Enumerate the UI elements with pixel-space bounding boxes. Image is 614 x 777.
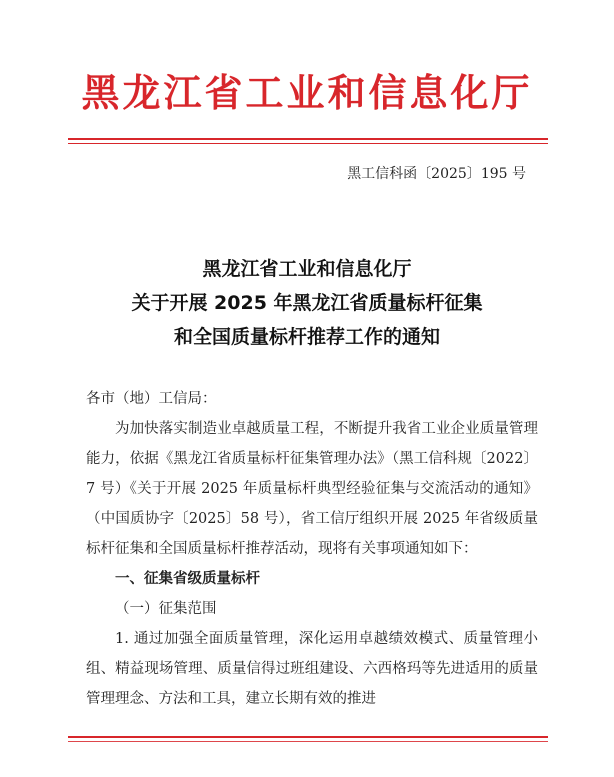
document-body bbox=[86, 384, 538, 714]
title-line-1: 黑龙江省工业和信息化厅 bbox=[202, 258, 412, 280]
letterhead-rule-bottom bbox=[68, 143, 548, 144]
body-paragraph: 1. 通过加强全面质量管理，深化运用卓越绩效模式、质量管理小组、精益现场管理、质量信得过班组建设、六西格玛等先进适用的质量管理理念、方法和工具，建立长期有效的推进 bbox=[86, 631, 538, 707]
subsection-heading: （一）征集范围 bbox=[115, 601, 217, 617]
intro-paragraph: 为加快落实制造业卓越质量工程，不断提升我省工业企业质量管理能力，依据《黑龙江省质量标杆征集管理办法》（黑工信科规〔2022〕7 号）《关于开展 2025 年质量标杆典型经验征集与交流活动的通知》（中国质协字〔2025〕58 号），省工信厅组织开展 2025 年省级质量标杆征集和全国质量标杆推荐活动，现将有关事项通知如下： bbox=[86, 421, 538, 557]
document-number: 黑工信科函〔2025〕195 号 bbox=[347, 166, 526, 182]
salutation: 各市（地）工信局： bbox=[86, 391, 217, 407]
footer-rule-bottom bbox=[68, 741, 548, 742]
section-heading: 一、征集省级质量标杆 bbox=[115, 571, 260, 587]
title-line-2: 关于开展 2025 年黑龙江省质量标杆征集 bbox=[131, 292, 483, 314]
footer-rule-top bbox=[68, 736, 548, 738]
letterhead-rule-top bbox=[68, 138, 548, 140]
document-title bbox=[0, 252, 614, 354]
title-line-3: 和全国质量标杆推荐工作的通知 bbox=[173, 326, 440, 348]
letterhead-title: 黑龙江省工业和信息化厅 bbox=[81, 71, 533, 115]
